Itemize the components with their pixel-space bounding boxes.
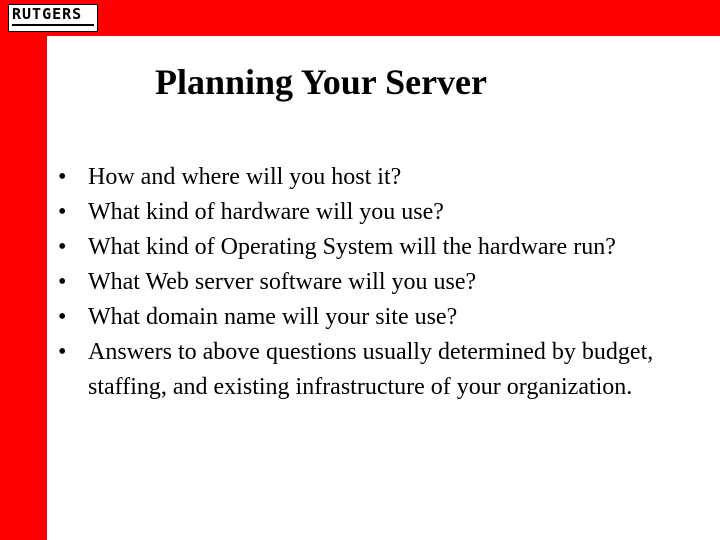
bullet-item-domain-name: • What domain name will your site use? [58,300,698,335]
slide-title: Planning Your Server [155,62,488,102]
bullet-item-operating-system: • What kind of Operating System will the hardware run? [58,230,698,265]
rutgers-logo [8,4,98,32]
bullet-list [58,160,698,405]
logo-tagline-rule [12,24,94,26]
top-red-band [0,0,720,36]
bullet-item-web-server: • What Web server software will you use? [58,265,698,300]
bullet-item-hosting: • How and where will you host it? [58,160,698,195]
logo-wordmark: RUTGERS [12,5,83,23]
bullet-item-hardware: • What kind of hardware will you use? [58,195,698,230]
bullet-item-answers: • Answers to above questions usually determined by budget, staffing, and existing infrastructure of your organization. [58,335,698,405]
